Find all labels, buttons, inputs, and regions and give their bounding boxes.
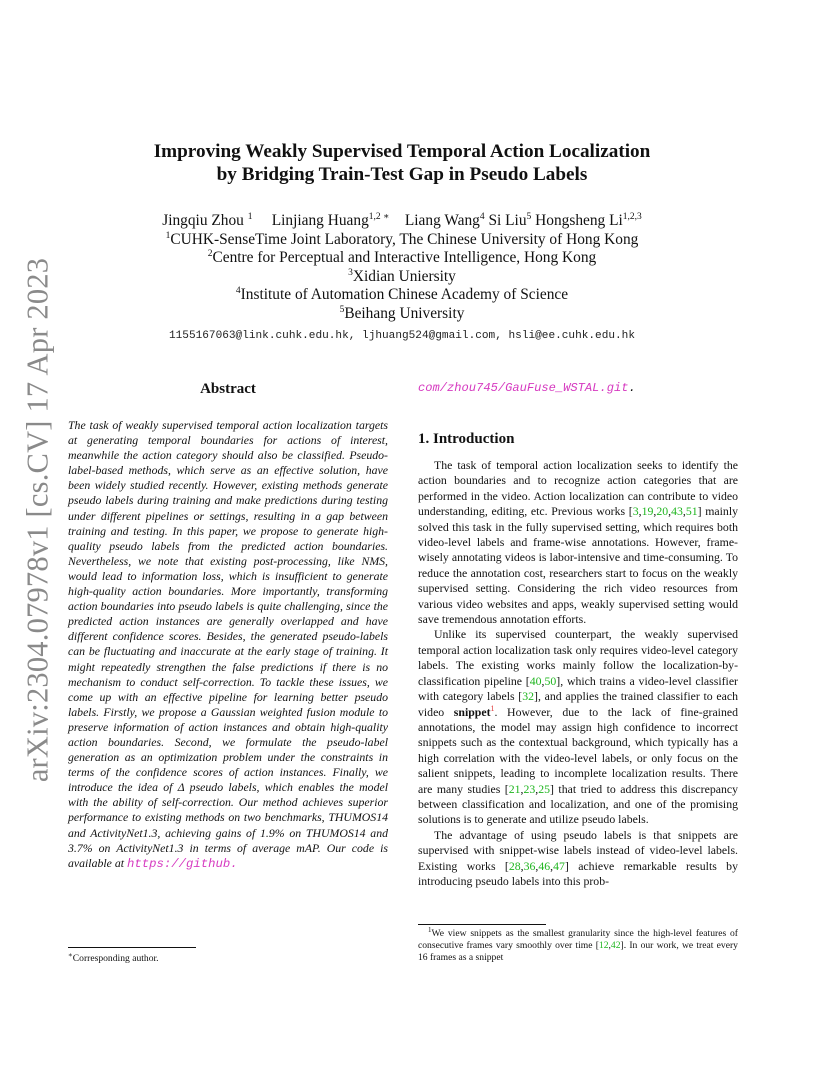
footnote-1-mark[interactable]: 1 xyxy=(490,703,495,713)
title-line-2: by Bridging Train-Test Gap in Pseudo Labels xyxy=(216,164,588,185)
affiliation-5-text: Beihang University xyxy=(344,304,465,322)
citation-link[interactable]: 23 xyxy=(523,781,536,796)
intro-p3-text: The advantage of using pseudo labels is that snippets are supervised with snippet-wise labels instead of video-level labels. Existing works [ xyxy=(418,827,738,873)
abstract-body xyxy=(68,418,388,872)
code-link-continuation-text[interactable]: com/zhou745/GauFuse_WSTAL.git xyxy=(418,381,629,395)
paper-title xyxy=(100,140,704,186)
intro-paragraph-3: The advantage of using pseudo labels is that snippets are supervised with snippet-wise labels instead of video-level labels. Existing works [28,36,46,47] achieve remarkable results by introducing pseudo labels into this prob- xyxy=(418,827,738,888)
code-link-period: . xyxy=(628,381,636,395)
footnote-right-text: We view snippets as the smallest granularity since the high-level features of consecutive frames vary smoothly over time [ xyxy=(418,928,738,951)
citation-link[interactable]: 40 xyxy=(529,673,542,688)
affiliation-2-text: Centre for Perceptual and Interactive Intelligence, Hong Kong xyxy=(212,249,597,266)
introduction-body xyxy=(418,458,738,889)
author-5: Hongsheng Li xyxy=(535,212,623,229)
footnote-divider-left xyxy=(68,947,196,948)
affiliation-4-mark: 4 xyxy=(235,286,241,296)
author-1-affiliation: 1 xyxy=(247,212,253,222)
citation-link[interactable]: 20 xyxy=(656,504,669,519)
snippet-term: snippet xyxy=(453,704,491,719)
citation-link[interactable]: 19 xyxy=(641,504,654,519)
citation-link[interactable]: 21 xyxy=(508,781,521,796)
code-link[interactable]: https://github. xyxy=(126,856,238,871)
citation-link[interactable]: 32 xyxy=(522,689,535,704)
footnote-left-text: Corresponding author. xyxy=(72,953,159,964)
title-line-1: Improving Weakly Supervised Temporal Action Localization xyxy=(153,141,651,162)
author-1: Jingqiu Zhou xyxy=(162,212,244,229)
intro-p2-text: ], and applies the trained classifier to each video xyxy=(418,689,739,719)
citation-link[interactable]: 50 xyxy=(544,673,557,688)
intro-p2-text: ] that tried to address this discrepancy between classification and localization, and one of the promising solutions is to generate and utilize pseudo labels. xyxy=(418,781,738,827)
citation-link[interactable]: 46 xyxy=(538,858,551,873)
affiliation-4-text: Institute of Automation Chinese Academy of Science xyxy=(240,286,569,303)
affiliation-1-mark: 1 xyxy=(165,230,171,241)
affiliation-3-mark: 3 xyxy=(348,267,353,278)
abstract-heading: Abstract xyxy=(200,381,256,397)
affiliation-1-text: CUHK-SenseTime Joint Laboratory, The Chinese University of Hong Kong xyxy=(170,230,639,248)
snippet-footnote: $^1$We view snippets as the smallest granularity since the high-level features of consecutive frames vary smoothly over time [12,42]. In our work, we treat every 16 frames as a snippet xyxy=(418,926,738,963)
footnote-divider-right xyxy=(418,924,546,925)
citation-link[interactable]: 51 xyxy=(685,504,698,519)
affiliation-3-text: Xidian Uniersity xyxy=(352,267,456,285)
corresponding-author-footnote xyxy=(68,953,388,965)
arxiv-identifier-stamp xyxy=(14,257,62,783)
author-4-affiliation: 5 xyxy=(526,212,532,222)
footnote-1-number: 1 xyxy=(428,926,432,934)
affiliation-2 xyxy=(100,249,704,268)
intro-paragraph-2: Unlike its supervised counterpart, the weakly supervised temporal action localization task only requires video-level category labels. The existing works mainly follow the localization-by-classification pipeline [40,50], which trains a video-level classifier with category labels [32], and applies the trained classifier to each video snippet$^1$. However, due to the lack of fine-grained annotations, the model may assign high confidence to incorrect snippets such as the contextual background, which typically has a high correlation with the video-level labels, or only focus on the salient snippets, leading to incomplete localization results. There are many studies [21,23,25] that tried to address this discrepancy between classification and localization, and one of the promising solutions is to generate and utilize pseudo labels. xyxy=(418,627,739,827)
affiliation-1 xyxy=(100,231,704,250)
citation-link[interactable]: 47 xyxy=(553,858,565,873)
intro-p2-text: . However, due to the lack of fine-grained annotations, the model may assign high confidence to incorrect snippets such as the contextual background, which typically has a high correlation with the video-level labels, or only focus on the salient snippets, leading to incomplete localization results. There are many studies [ xyxy=(418,704,738,796)
author-block xyxy=(100,212,704,323)
affiliation-2-mark: 2 xyxy=(207,249,213,259)
affiliation-4 xyxy=(100,286,704,305)
intro-paragraph-1: The task of temporal action localization seeks to identify the action boundaries and to recognize action categories that are performed in the video. Action localization can contribute to video understanding, editing, etc. Previous works [3,19,20,43,51] mainly solved this task in the fully supervised setting, which requires both video-level labels and frame-wise annotations. However, frame-wisely annotating videos is labor-intensive and time-consuming. To reduce the annotation cost, researchers start to focus on the weakly supervised setting. Considering the rich video resources from various video websites and apps, weakly supervised setting would save tremendous annotation efforts. xyxy=(418,458,738,627)
author-2: Linjiang Huang xyxy=(271,212,369,229)
citation-link[interactable]: 28 xyxy=(508,858,521,873)
citation-link[interactable]: 25 xyxy=(538,781,551,796)
citation-link[interactable]: 12 xyxy=(598,940,609,951)
footnote-right-text: ]. In our work, we treat every 16 frames as a snippet xyxy=(418,940,738,963)
affiliation-5 xyxy=(100,305,704,324)
author-4: Si Liu xyxy=(488,212,527,229)
author-emails: 1155167063@link.cuhk.edu.hk, ljhuang524@gmail.com, hsli@ee.cuhk.edu.hk xyxy=(168,330,635,342)
intro-p3-text: ] achieve remarkable results by introducing pseudo labels into this prob- xyxy=(418,858,738,888)
author-3: Liang Wang xyxy=(404,212,480,229)
code-link-continuation[interactable] xyxy=(418,381,738,395)
citation-link[interactable]: 42 xyxy=(610,940,621,951)
intro-p2-text: Unlike its supervised counterpart, the weakly supervised temporal action localization task only requires video-level category labels. The existing works mainly follow the localization-by-classification pipeline [ xyxy=(418,627,738,688)
author-3-affiliation: 4 xyxy=(479,212,485,222)
author-2-affiliation: 1,2 ∗ xyxy=(368,212,390,222)
citation-link[interactable]: 36 xyxy=(523,858,536,873)
affiliation-5-mark: 5 xyxy=(339,304,345,315)
citation-link[interactable]: 3 xyxy=(632,504,639,519)
intro-p2-text: ], which trains a video-level classifier with category labels [ xyxy=(418,673,738,704)
introduction-heading: 1. Introduction xyxy=(418,431,515,447)
arxiv-stamp-text: arXiv:2304.07978v1 [cs.CV] 17 Apr 2023 xyxy=(20,257,55,783)
affiliation-3 xyxy=(100,268,704,287)
citation-link[interactable]: 43 xyxy=(671,504,683,519)
intro-p1-text: ] mainly solved this task in the fully supervised setting, which requires both video-level labels and frame-wise annotations. However, frame-wisely annotating videos is labor-intensive and time-consuming. To reduce the annotation cost, researchers start to focus on the weakly supervised setting. Considering the rich video resources from various video websites and apps, weakly supervised setting would save tremendous annotation efforts. xyxy=(418,504,738,627)
abstract-text: The task of weakly supervised temporal action localization targets at generating temporal boundaries for actions of interest, meanwhile the action category should also be classified. Pseudo-label-based methods, which serve as an effective solution, have been widely studied recently. However, existing methods generate pseudo labels during training and make predictions during testing under different pipelines or settings, resulting in a gap between training and testing. In this paper, we propose to generate high-quality pseudo labels from the predicted action boundaries. Nevertheless, we note that existing post-processing, like NMS, would lead to information loss, which is insufficient to generate high-quality action boundaries. More importantly, transforming action boundaries into pseudo labels is quite challenging, since the predicted action instances are generally overlapped and have different confidence scores. Besides, the generated pseudo-labels can be fluctuating and inaccurate at the early stage of training. It might repeatedly strengthen the false predictions if there is no mechanism to conduct self-correction. To tackle these issues, we come up with an effective pipeline for learning better pseudo labels. Firstly, we propose a Gaussian weighted fusion module to preserve information of action instances and obtain high-quality action boundaries. Second, we formulate the pseudo-label generation as an optimization problem under the constraints in terms of the confidence scores of action instances. Finally, we introduce the idea of Δ pseudo labels, which enables the model with the ability of self-correction. Our method achieves superior performance to existing methods on two benchmarks, THUMOS14 and ActivityNet1.3, achieving gains of 1.9% on THUMOS14 and 3.7% on ActivityNet1.3 in terms of average mAP. Our code is available at xyxy=(68,418,388,870)
footnote-asterisk: ∗ xyxy=(68,951,73,959)
intro-p1-text: The task of temporal action localization seeks to identify the action boundaries and to recognize action categories that are performed in the video. Action localization can contribute to video understanding, editing, etc. Previous works [ xyxy=(418,458,738,519)
author-5-affiliation: 1,2,3 xyxy=(622,212,642,222)
author-names xyxy=(100,212,704,231)
